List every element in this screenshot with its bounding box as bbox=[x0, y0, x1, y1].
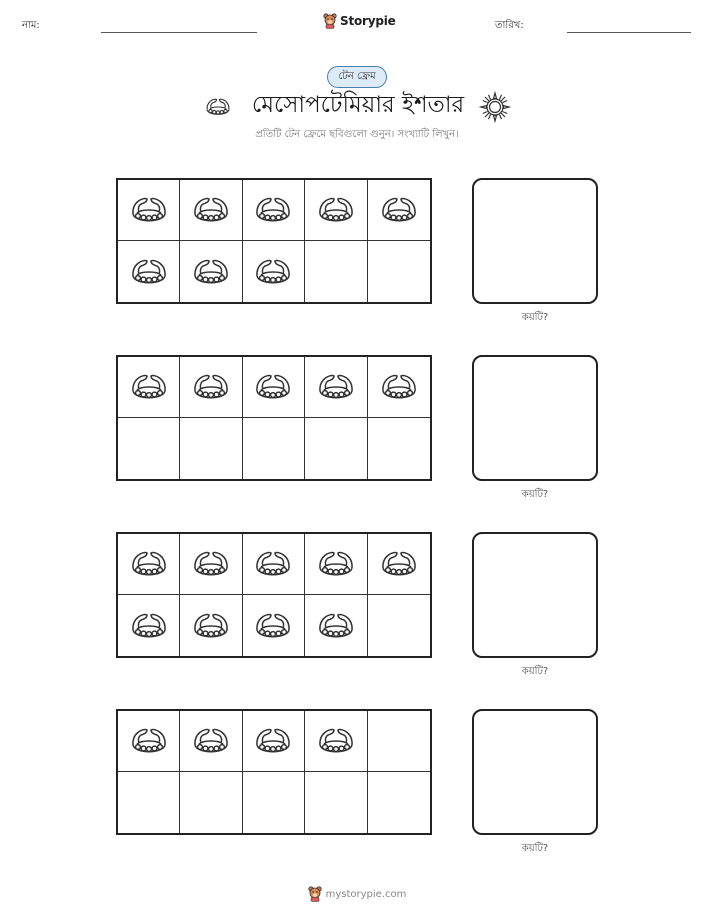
frame-cell bbox=[243, 180, 305, 241]
ring-icon bbox=[189, 193, 233, 227]
frame-cell bbox=[243, 711, 305, 772]
frame-cell bbox=[368, 180, 430, 241]
frame-cell bbox=[180, 241, 242, 302]
date-field[interactable] bbox=[567, 32, 691, 33]
ring-icon bbox=[251, 255, 295, 289]
answer-box[interactable] bbox=[472, 355, 598, 481]
ring-icon bbox=[314, 547, 358, 581]
ten-frame bbox=[116, 709, 432, 835]
ring-icon bbox=[127, 547, 171, 581]
footer-url: mystorypie.com bbox=[325, 888, 407, 900]
frame-cell bbox=[243, 418, 305, 479]
frame-cell bbox=[368, 357, 430, 418]
frame-cell bbox=[368, 241, 430, 302]
ring-icon bbox=[189, 609, 233, 643]
ring-icon bbox=[377, 547, 421, 581]
ring-icon bbox=[251, 609, 295, 643]
ring-icon bbox=[377, 370, 421, 404]
frame-cell bbox=[243, 534, 305, 595]
answer-box[interactable] bbox=[472, 532, 598, 658]
frame-cell bbox=[118, 180, 180, 241]
frame-cell bbox=[180, 711, 242, 772]
footer bbox=[0, 886, 714, 902]
ring-icon bbox=[251, 547, 295, 581]
frame-cell bbox=[118, 711, 180, 772]
frame-cell bbox=[180, 180, 242, 241]
frame-cell bbox=[305, 418, 367, 479]
frame-cell bbox=[180, 418, 242, 479]
instructions: প্রতিটি টেন ফ্রেমে ছবিগুলো গুনুন। সংখ্যাটি লিখুন। bbox=[255, 129, 459, 140]
frame-cell bbox=[180, 772, 242, 833]
how-many-label: কয়টি? bbox=[521, 843, 549, 854]
ring-icon bbox=[127, 255, 171, 289]
frame-cell bbox=[118, 595, 180, 656]
frame-cell bbox=[368, 711, 430, 772]
ring-icon bbox=[314, 724, 358, 758]
frame-cell bbox=[180, 534, 242, 595]
ring-icon bbox=[127, 193, 171, 227]
how-many-label: কয়টি? bbox=[521, 312, 549, 323]
ten-frame bbox=[116, 178, 432, 304]
ring-icon bbox=[251, 370, 295, 404]
brand-name: Storypie bbox=[340, 14, 396, 28]
brand-logo bbox=[323, 13, 396, 29]
frame-cell bbox=[118, 534, 180, 595]
frame-cell bbox=[243, 241, 305, 302]
frame-cell bbox=[305, 711, 367, 772]
frame-cell bbox=[305, 357, 367, 418]
ring-icon bbox=[189, 255, 233, 289]
ring-icon bbox=[314, 370, 358, 404]
ring-icon bbox=[314, 609, 358, 643]
sun-icon bbox=[479, 91, 511, 123]
how-many-label: কয়টি? bbox=[521, 489, 549, 500]
frame-cell bbox=[305, 772, 367, 833]
answer-box[interactable] bbox=[472, 709, 598, 835]
page-title: মেসোপটেমিয়ার ইশতার bbox=[251, 92, 465, 118]
ten-frame bbox=[116, 532, 432, 658]
frame-cell bbox=[368, 772, 430, 833]
bear-mascot-icon bbox=[308, 886, 322, 902]
ring-icon bbox=[127, 370, 171, 404]
frame-cell bbox=[180, 357, 242, 418]
ten-frame bbox=[116, 355, 432, 481]
ring-icon bbox=[127, 724, 171, 758]
frame-cell bbox=[243, 357, 305, 418]
name-field[interactable] bbox=[101, 32, 257, 33]
ring-icon bbox=[314, 193, 358, 227]
ring-icon bbox=[189, 370, 233, 404]
ring-icon bbox=[251, 724, 295, 758]
frame-cell bbox=[368, 418, 430, 479]
frame-cell bbox=[305, 595, 367, 656]
name-label: নাম: bbox=[22, 20, 40, 31]
worksheet-type-badge: টেন ফ্রেম bbox=[327, 66, 387, 88]
ring-icon bbox=[127, 609, 171, 643]
frame-cell bbox=[305, 534, 367, 595]
answer-box[interactable] bbox=[472, 178, 598, 304]
ring-icon bbox=[377, 193, 421, 227]
frame-cell bbox=[243, 595, 305, 656]
frame-cell bbox=[368, 595, 430, 656]
frame-cell bbox=[118, 772, 180, 833]
frame-cell bbox=[368, 534, 430, 595]
bear-mascot-icon bbox=[323, 13, 337, 29]
ring-icon bbox=[189, 547, 233, 581]
frame-cell bbox=[118, 241, 180, 302]
frame-cell bbox=[243, 772, 305, 833]
date-label: তারিখ: bbox=[495, 20, 524, 31]
frame-cell bbox=[305, 241, 367, 302]
frame-cell bbox=[118, 357, 180, 418]
ring-icon bbox=[251, 193, 295, 227]
frame-cell bbox=[180, 595, 242, 656]
frame-cell bbox=[118, 418, 180, 479]
frame-cell bbox=[305, 180, 367, 241]
how-many-label: কয়টি? bbox=[521, 666, 549, 677]
ring-icon bbox=[203, 95, 233, 119]
ring-icon bbox=[189, 724, 233, 758]
